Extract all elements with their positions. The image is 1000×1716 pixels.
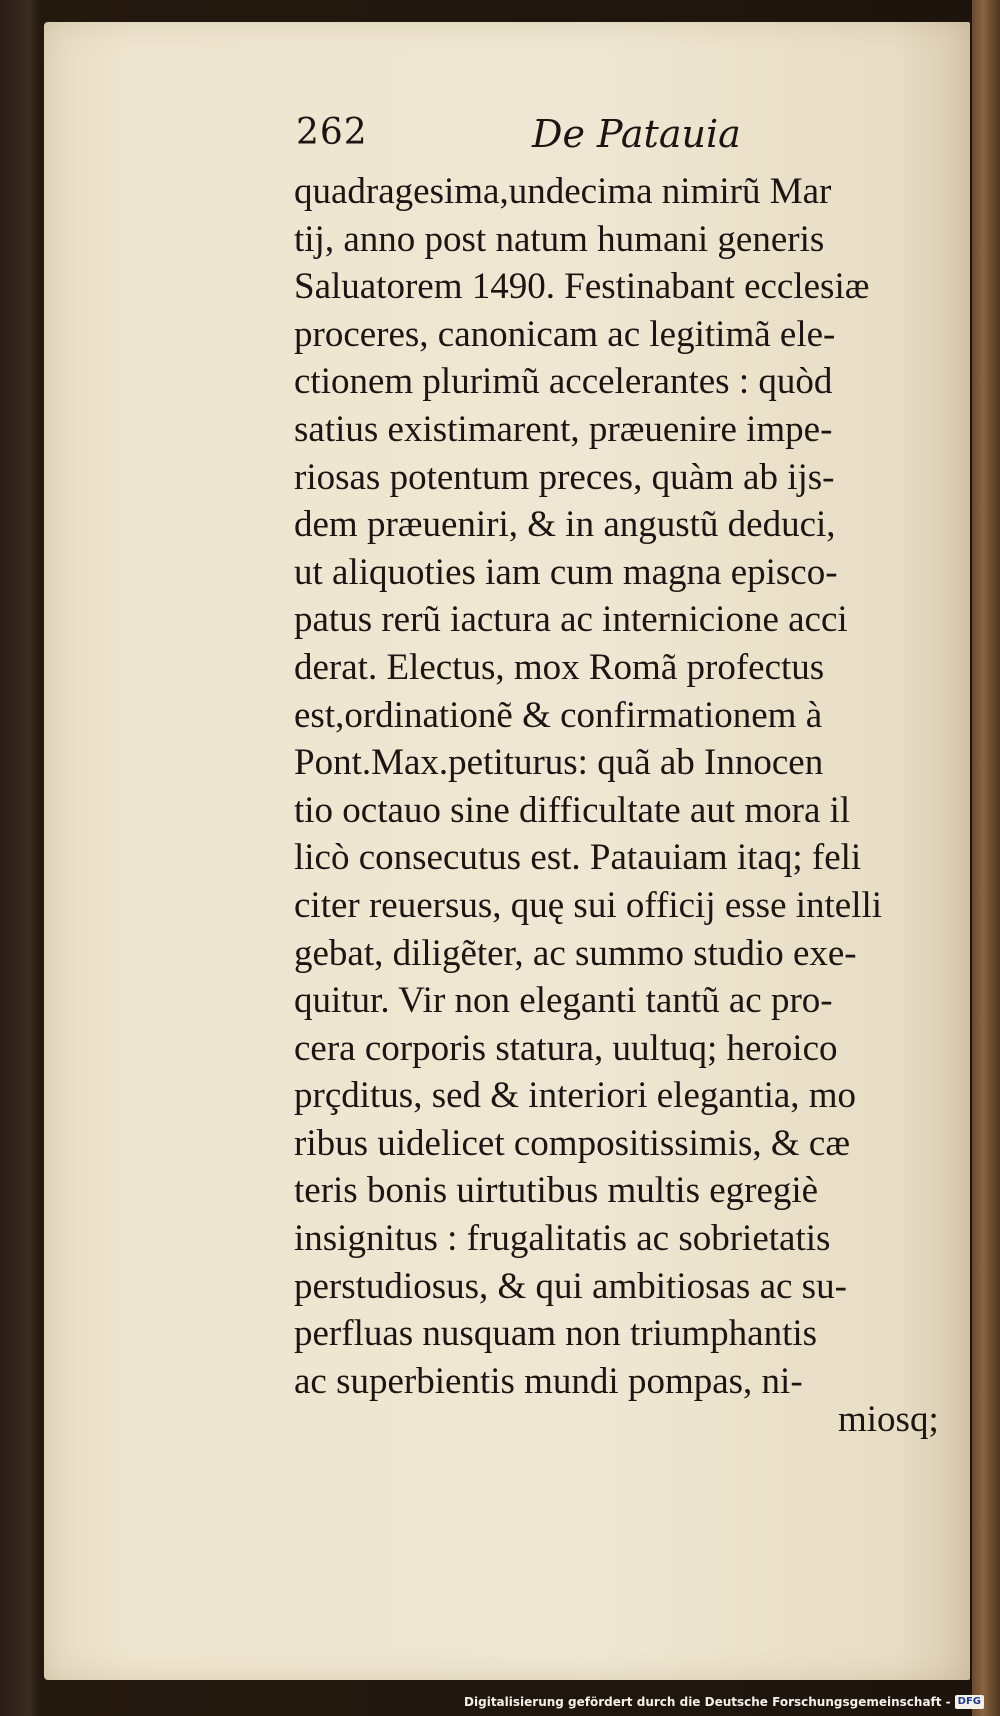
text-line: tio octauo sine difficultate aut mora il bbox=[294, 789, 851, 831]
text-line: quadragesima,undecima nimirũ Mar bbox=[294, 171, 832, 212]
text-line: cera corporis statura, uultuq; heroico bbox=[294, 1027, 838, 1069]
running-head: De Patauia bbox=[532, 112, 741, 156]
digitization-credit bbox=[464, 1692, 984, 1712]
catchword: miosq; bbox=[838, 1399, 939, 1440]
text-line: teris bonis uirtutibus multis egregiè bbox=[294, 1170, 819, 1212]
text-line: est,ordinationẽ & confirmationem à bbox=[294, 694, 823, 736]
text-line: ctionem plurimũ accelerantes : quòd bbox=[294, 361, 833, 403]
book-binding-edge bbox=[972, 0, 1000, 1716]
text-line: Pont.Max.petiturus: quã ab Innocen bbox=[294, 742, 824, 784]
text-line: Saluatorem 1490. Festinabant ecclesiæ bbox=[294, 266, 870, 308]
text-line: riosas potentum preces, quàm ab ijs- bbox=[294, 456, 835, 498]
text-line: derat. Electus, mox Romã profectus bbox=[294, 646, 825, 688]
text-line: perfluas nusquam non triumphantis bbox=[294, 1313, 818, 1355]
text-line: gebat, diligẽter, ac summo studio exe- bbox=[294, 932, 857, 974]
page-number: 262 bbox=[296, 112, 368, 153]
text-line: proceres, canonicam ac legitimã ele- bbox=[294, 313, 836, 355]
body-text bbox=[294, 168, 966, 1405]
text-line: patus rerũ iactura ac internicione acci bbox=[294, 599, 848, 641]
text-line: citer reuersus, quę sui officij esse intelli bbox=[294, 884, 883, 926]
text-line: prçditus, sed & interiori elegantia, mo bbox=[294, 1075, 857, 1117]
text-line: insignitus : frugalitatis ac sobrietatis bbox=[294, 1218, 831, 1260]
text-line: ut aliquoties iam cum magna episco- bbox=[294, 551, 838, 593]
page-header bbox=[296, 112, 766, 166]
text-line: ribus uidelicet compositissimis, & cæ bbox=[294, 1122, 850, 1164]
text-line: satius existimarent, præuenire impe- bbox=[294, 408, 833, 450]
text-line: licò consecutus est. Patauiam itaq; feli bbox=[294, 837, 862, 879]
text-line: ac superbientis mundi pompas, ni- bbox=[294, 1360, 803, 1402]
credit-text: Digitalisierung gefördert durch die Deutsche Forschungsgemeinschaft - bbox=[464, 1695, 951, 1709]
text-line: dem præueniri, & in angustũ deduci, bbox=[294, 504, 836, 546]
text-line: quitur. Vir non eleganti tantũ ac pro- bbox=[294, 980, 833, 1022]
text-line: perstudiosus, & qui ambitiosas ac su- bbox=[294, 1265, 847, 1307]
dfg-logo: DFG bbox=[955, 1695, 984, 1709]
text-line: tij, anno post natum humani generis bbox=[294, 218, 825, 260]
